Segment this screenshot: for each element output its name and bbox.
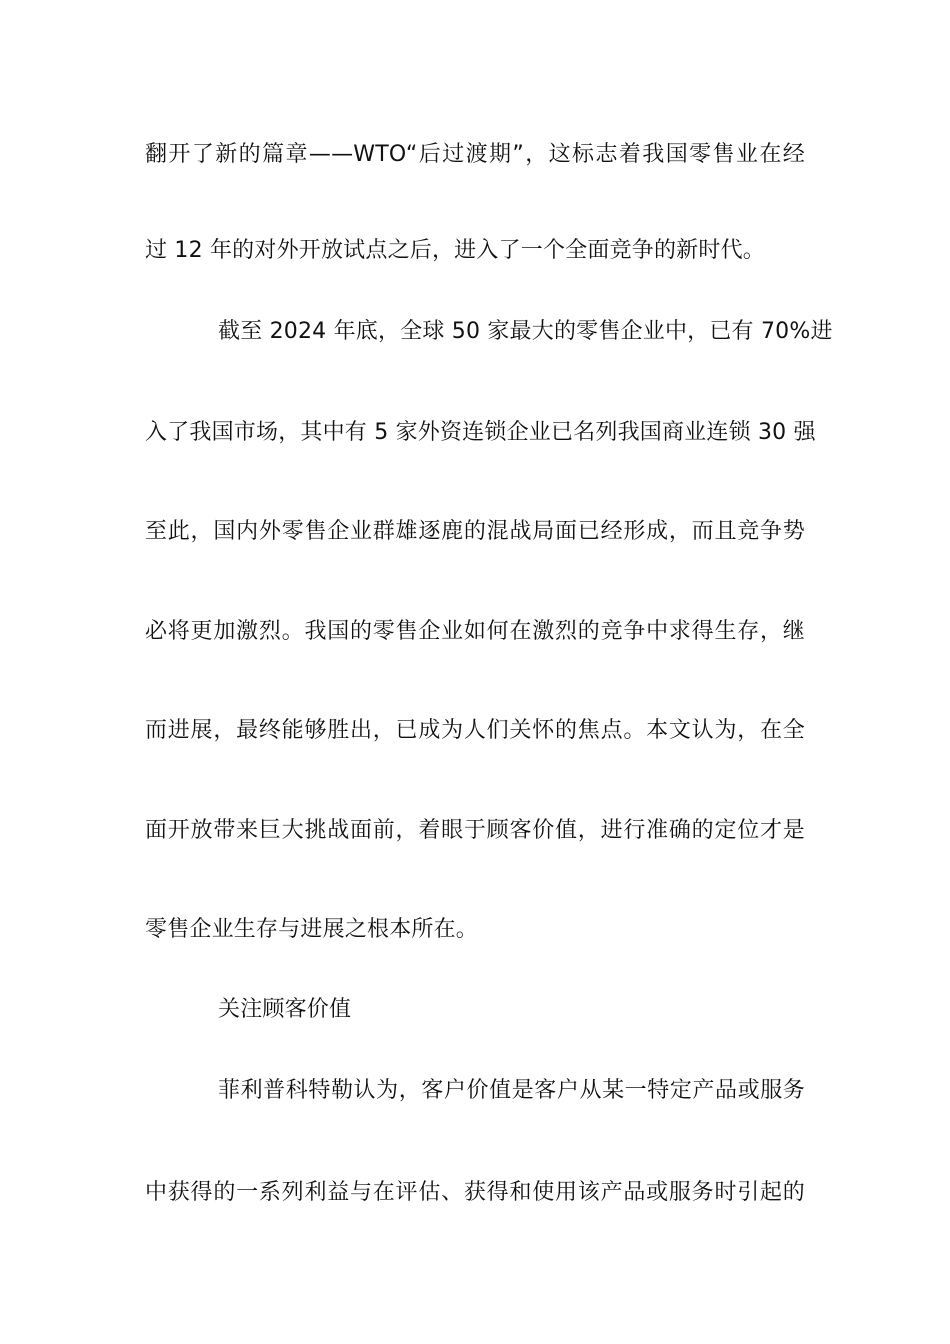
text-line-11: 菲利普科特勒认为，客户价值是客户从某一特定产品或服务 [218, 1078, 805, 1103]
text-line-8: 面开放带来巨大挑战面前，着眼于顾客价值，进行准确的定位才是 [145, 818, 805, 843]
text-line-12: 中获得的一系列利益与在评估、获得和使用该产品或服务时引起的 [145, 1180, 805, 1205]
text-line-4: 入了我国市场，其中有 5 家外资连锁企业已名列我国商业连锁 30 强 [145, 420, 816, 445]
text-line-5: 至此，国内外零售企业群雄逐鹿的混战局面已经形成，而且竞争势 [145, 519, 805, 544]
text-line-2: 过 12 年的对外开放试点之后，进入了一个全面竞争的新时代。 [145, 238, 765, 263]
section-heading: 关注顾客价值 [218, 997, 352, 1022]
text-line-3: 截至 2024 年底，全球 50 家最大的零售企业中，已有 70%进 [218, 319, 833, 344]
text-line-6: 必将更加激烈。我国的零售企业如何在激烈的竞争中求得生存，继 [145, 619, 805, 644]
text-line-9: 零售企业生存与进展之根本所在。 [145, 917, 479, 942]
text-line-7: 而进展，最终能够胜出，已成为人们关怀的焦点。本文认为，在全 [145, 718, 805, 743]
text-line-1: 翻开了新的篇章——WTO“后过渡期”，这标志着我国零售业在经 [145, 142, 805, 167]
